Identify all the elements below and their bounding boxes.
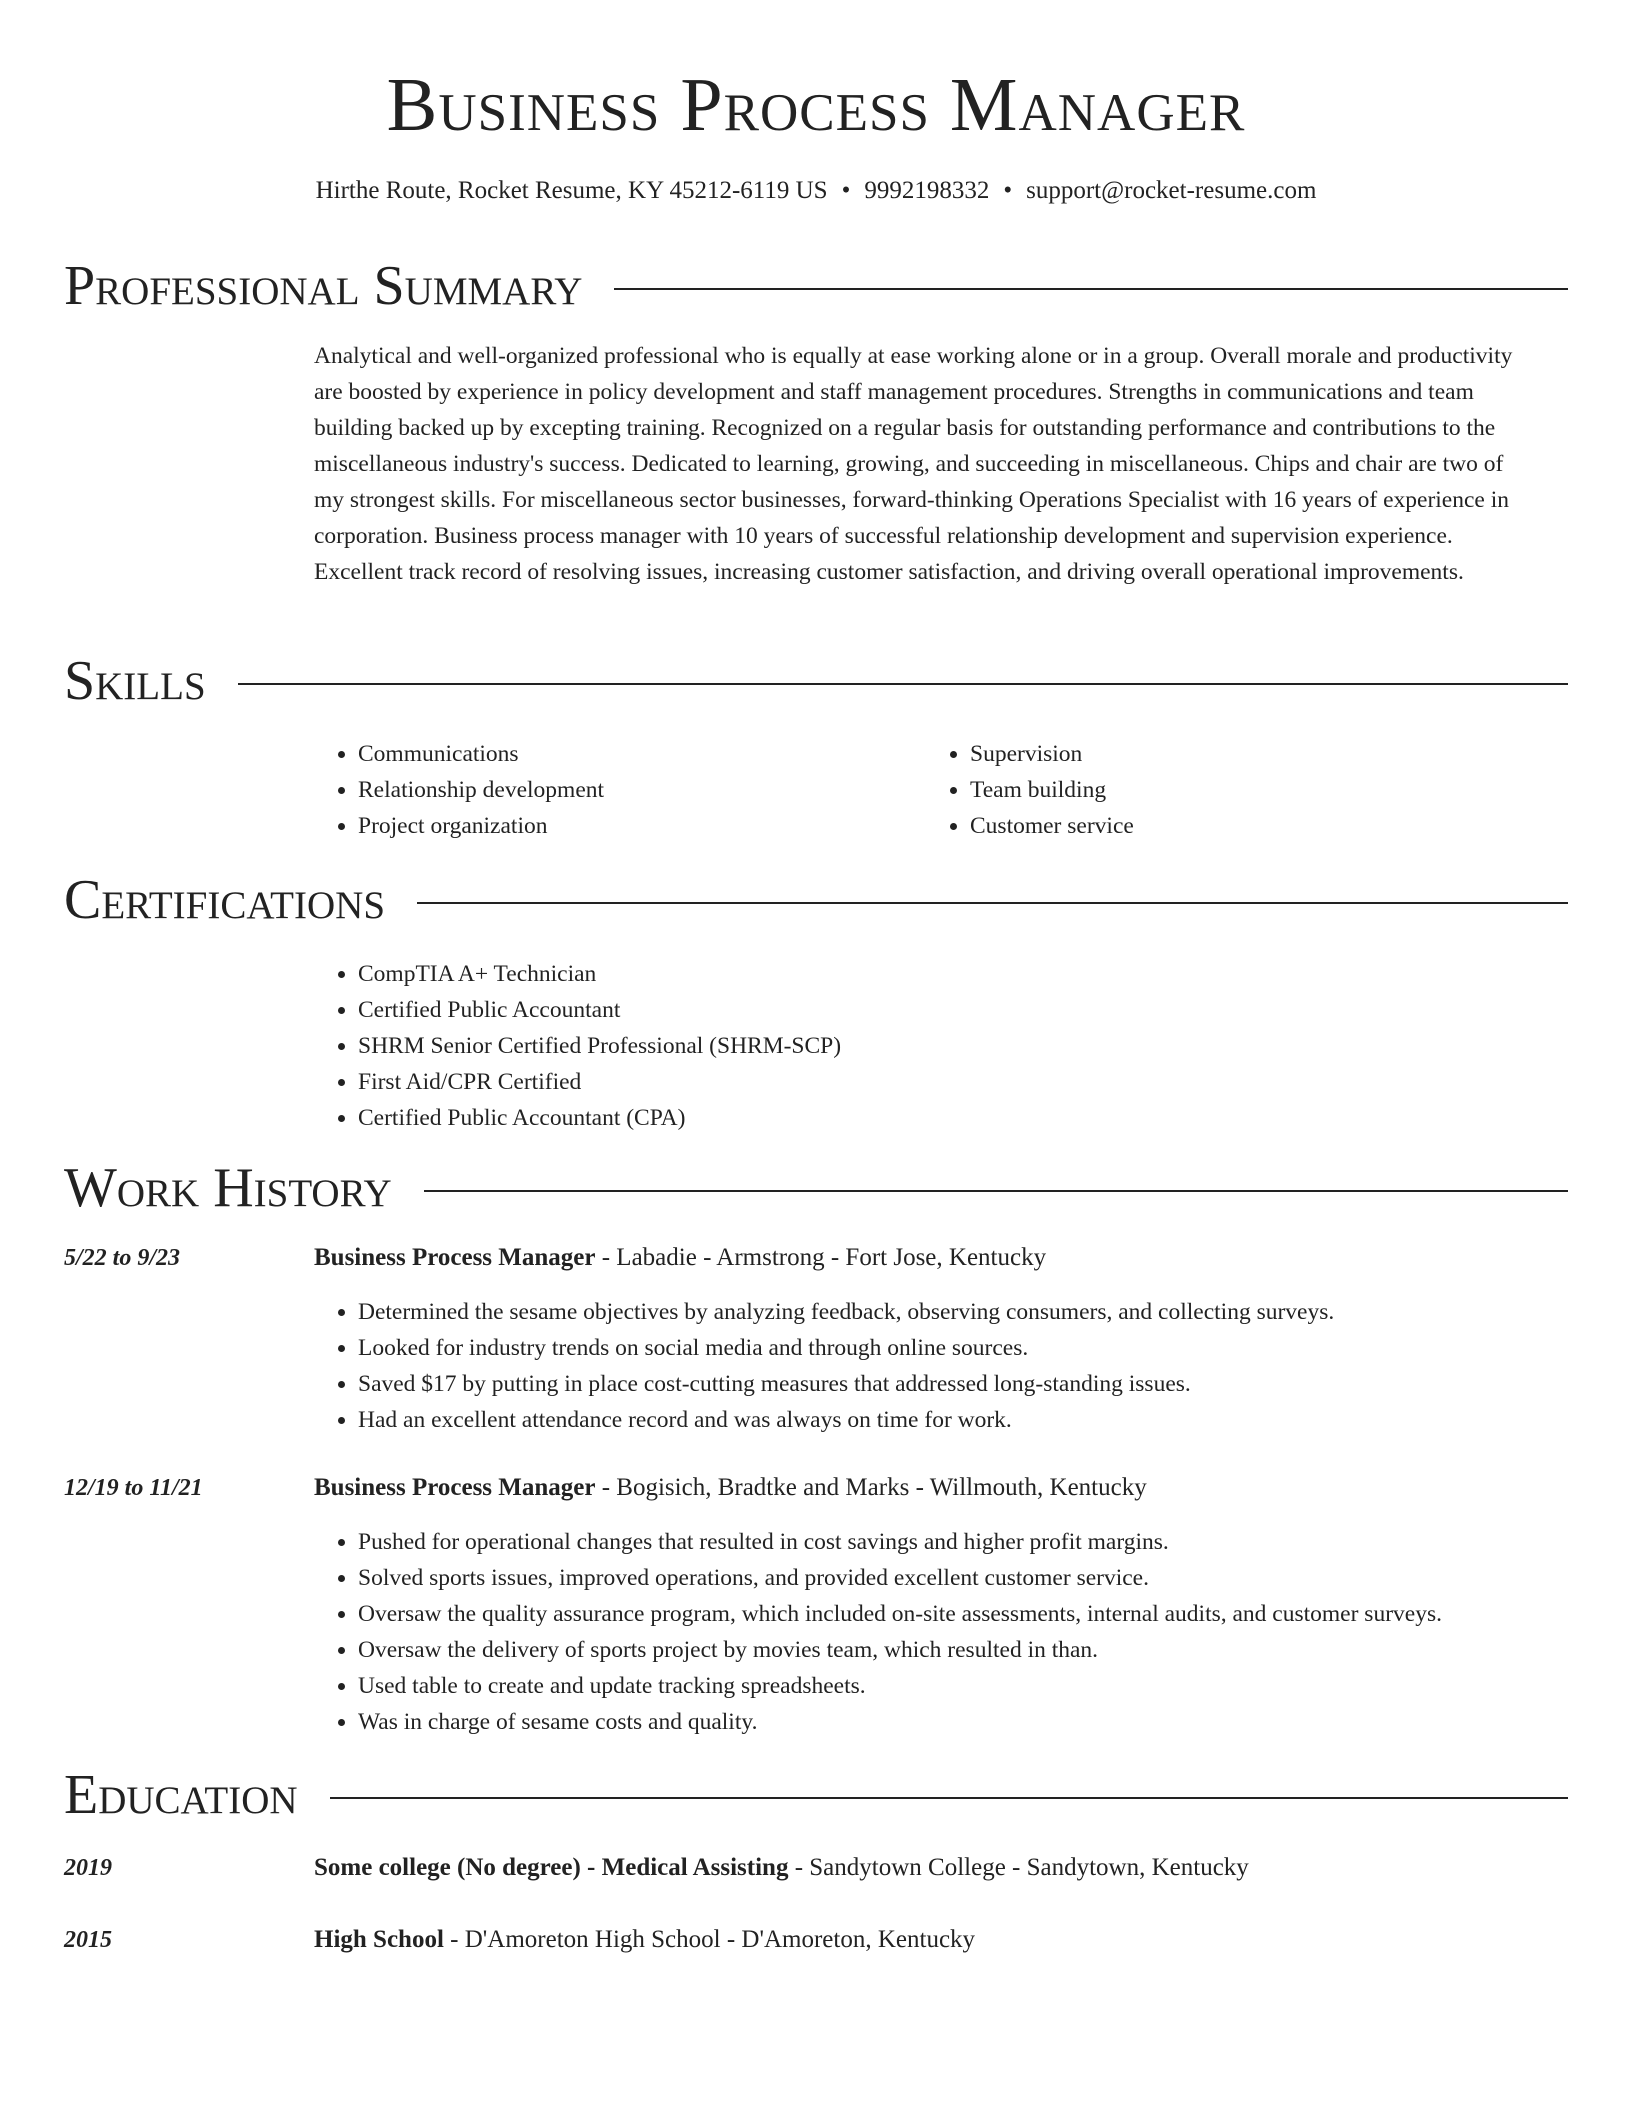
certifications-list — [314, 956, 1534, 1136]
contact-phone: 9992198332 — [864, 177, 990, 204]
education-degree: High School — [314, 1926, 444, 1953]
section-divider — [330, 1797, 1568, 1799]
section-divider — [614, 288, 1568, 290]
education-section-header — [64, 1762, 1568, 1828]
job-dates: 5/22 to 9/23 — [64, 1245, 181, 1271]
job-duty: • Used table to create and update tracking spreadsheets. — [358, 1668, 1564, 1704]
job-duty: • Determined the sesame objectives by analyzing feedback, observing consumers, and collecting surveys. — [358, 1294, 1564, 1330]
education-degree: Some college (No degree) - Medical Assisting — [314, 1854, 789, 1881]
summary-text: Analytical and well-organized professional who is equally at ease working alone or in a group. Overall morale and productivity are boosted by experience in policy development and staff management procedures. Strengths in communications and team building backed up by excepting training. Recognized on a regular basis for outstanding performance and contributions to the miscellaneous industry's success. Dedicated to learning, growing, and succeeding in miscellaneous. Chips and chair are two of my strongest skills. For miscellaneous sector businesses, forward-thinking Operations Specialist with 16 years of experience in corporation. Business process manager with 10 years of successful relationship development and supervision experience. Excellent track record of resolving issues, increasing customer satisfaction, and driving overall operational improvements. — [314, 343, 1513, 585]
certification-item: • SHRM Senior Certified Professional (SHRM-SCP) — [358, 1028, 1534, 1064]
certification-item: • Certified Public Accountant — [358, 992, 1534, 1028]
education-year: 2019 — [64, 1855, 112, 1881]
contact-email[interactable]: support@rocket-resume.com — [1026, 177, 1317, 204]
skill-item: • Supervision — [970, 736, 1526, 772]
skill-item: • Customer service — [970, 808, 1526, 844]
education-line — [314, 1850, 1564, 1886]
job-duty: • Looked for industry trends on social media and through online sources. — [358, 1330, 1564, 1366]
job-duty: • Saved $17 by putting in place cost-cutting measures that addressed long-standing issues. — [358, 1366, 1564, 1402]
job-dates: 12/19 to 11/21 — [64, 1475, 203, 1501]
job-role: Business Process Manager — [314, 1244, 596, 1271]
job-employer: - Labadie - Armstrong - Fort Jose, Kentucky — [595, 1244, 1047, 1271]
education-school: - D'Amoreton High School - D'Amoreton, Kentucky — [443, 1926, 976, 1953]
job-duty: • Oversaw the delivery of sports project by movies team, which resulted in than. — [358, 1632, 1564, 1668]
job-duty: • Was in charge of sesame costs and quality. — [358, 1704, 1564, 1740]
job-role: Business Process Manager — [314, 1474, 596, 1501]
skills-column-left — [314, 736, 914, 844]
job-duty: • Had an excellent attendance record and was always on time for work. — [358, 1402, 1564, 1438]
certification-item: • CompTIA A+ Technician — [358, 956, 1534, 992]
contact-line — [0, 174, 1632, 208]
education-line — [314, 1922, 1564, 1958]
skill-item: • Relationship development — [358, 772, 914, 808]
job-employer: - Bogisich, Bradtke and Marks - Willmouth, Kentucky — [595, 1474, 1147, 1501]
certifications-title: Certifications — [64, 869, 386, 931]
certification-item: • First Aid/CPR Certified — [358, 1064, 1534, 1100]
skill-item: • Project organization — [358, 808, 914, 844]
education-year: 2015 — [64, 1927, 112, 1953]
education-school: - Sandytown College - Sandytown, Kentucky — [788, 1854, 1249, 1881]
job-duty: • Solved sports issues, improved operations, and provided excellent customer service. — [358, 1560, 1564, 1596]
contact-address: Hirthe Route, Rocket Resume, KY 45212-6119 US — [315, 177, 828, 204]
skills-column-right — [926, 736, 1526, 844]
section-divider — [424, 1190, 1568, 1192]
skill-item: • Team building — [970, 772, 1526, 808]
candidate-name: Business Process Manager — [386, 63, 1246, 147]
job-duty: • Oversaw the quality assurance program, which included on-site assessments, internal audits, and customer surveys. — [358, 1596, 1564, 1632]
skill-item: • Communications — [358, 736, 914, 772]
summary-section-header — [64, 253, 1568, 319]
job-duties — [314, 1294, 1564, 1438]
section-divider — [417, 902, 1568, 904]
job-duty: • Pushed for operational changes that resulted in cost savings and higher profit margins. — [358, 1524, 1564, 1560]
job-title-line — [314, 1470, 1564, 1506]
section-divider — [238, 683, 1568, 685]
education-title: Education — [64, 1764, 298, 1826]
skills-section-header — [64, 648, 1568, 714]
certifications-section-header — [64, 867, 1568, 933]
certification-item: • Certified Public Accountant (CPA) — [358, 1100, 1534, 1136]
contact-separator: • — [1003, 177, 1013, 204]
work-history-section-header — [64, 1155, 1568, 1221]
job-duties — [314, 1524, 1564, 1740]
summary-title: Professional Summary — [64, 255, 583, 317]
work-history-title: Work History — [64, 1157, 392, 1219]
job-title-line — [314, 1240, 1564, 1276]
contact-separator: • — [841, 177, 851, 204]
skills-title: Skills — [64, 650, 206, 712]
